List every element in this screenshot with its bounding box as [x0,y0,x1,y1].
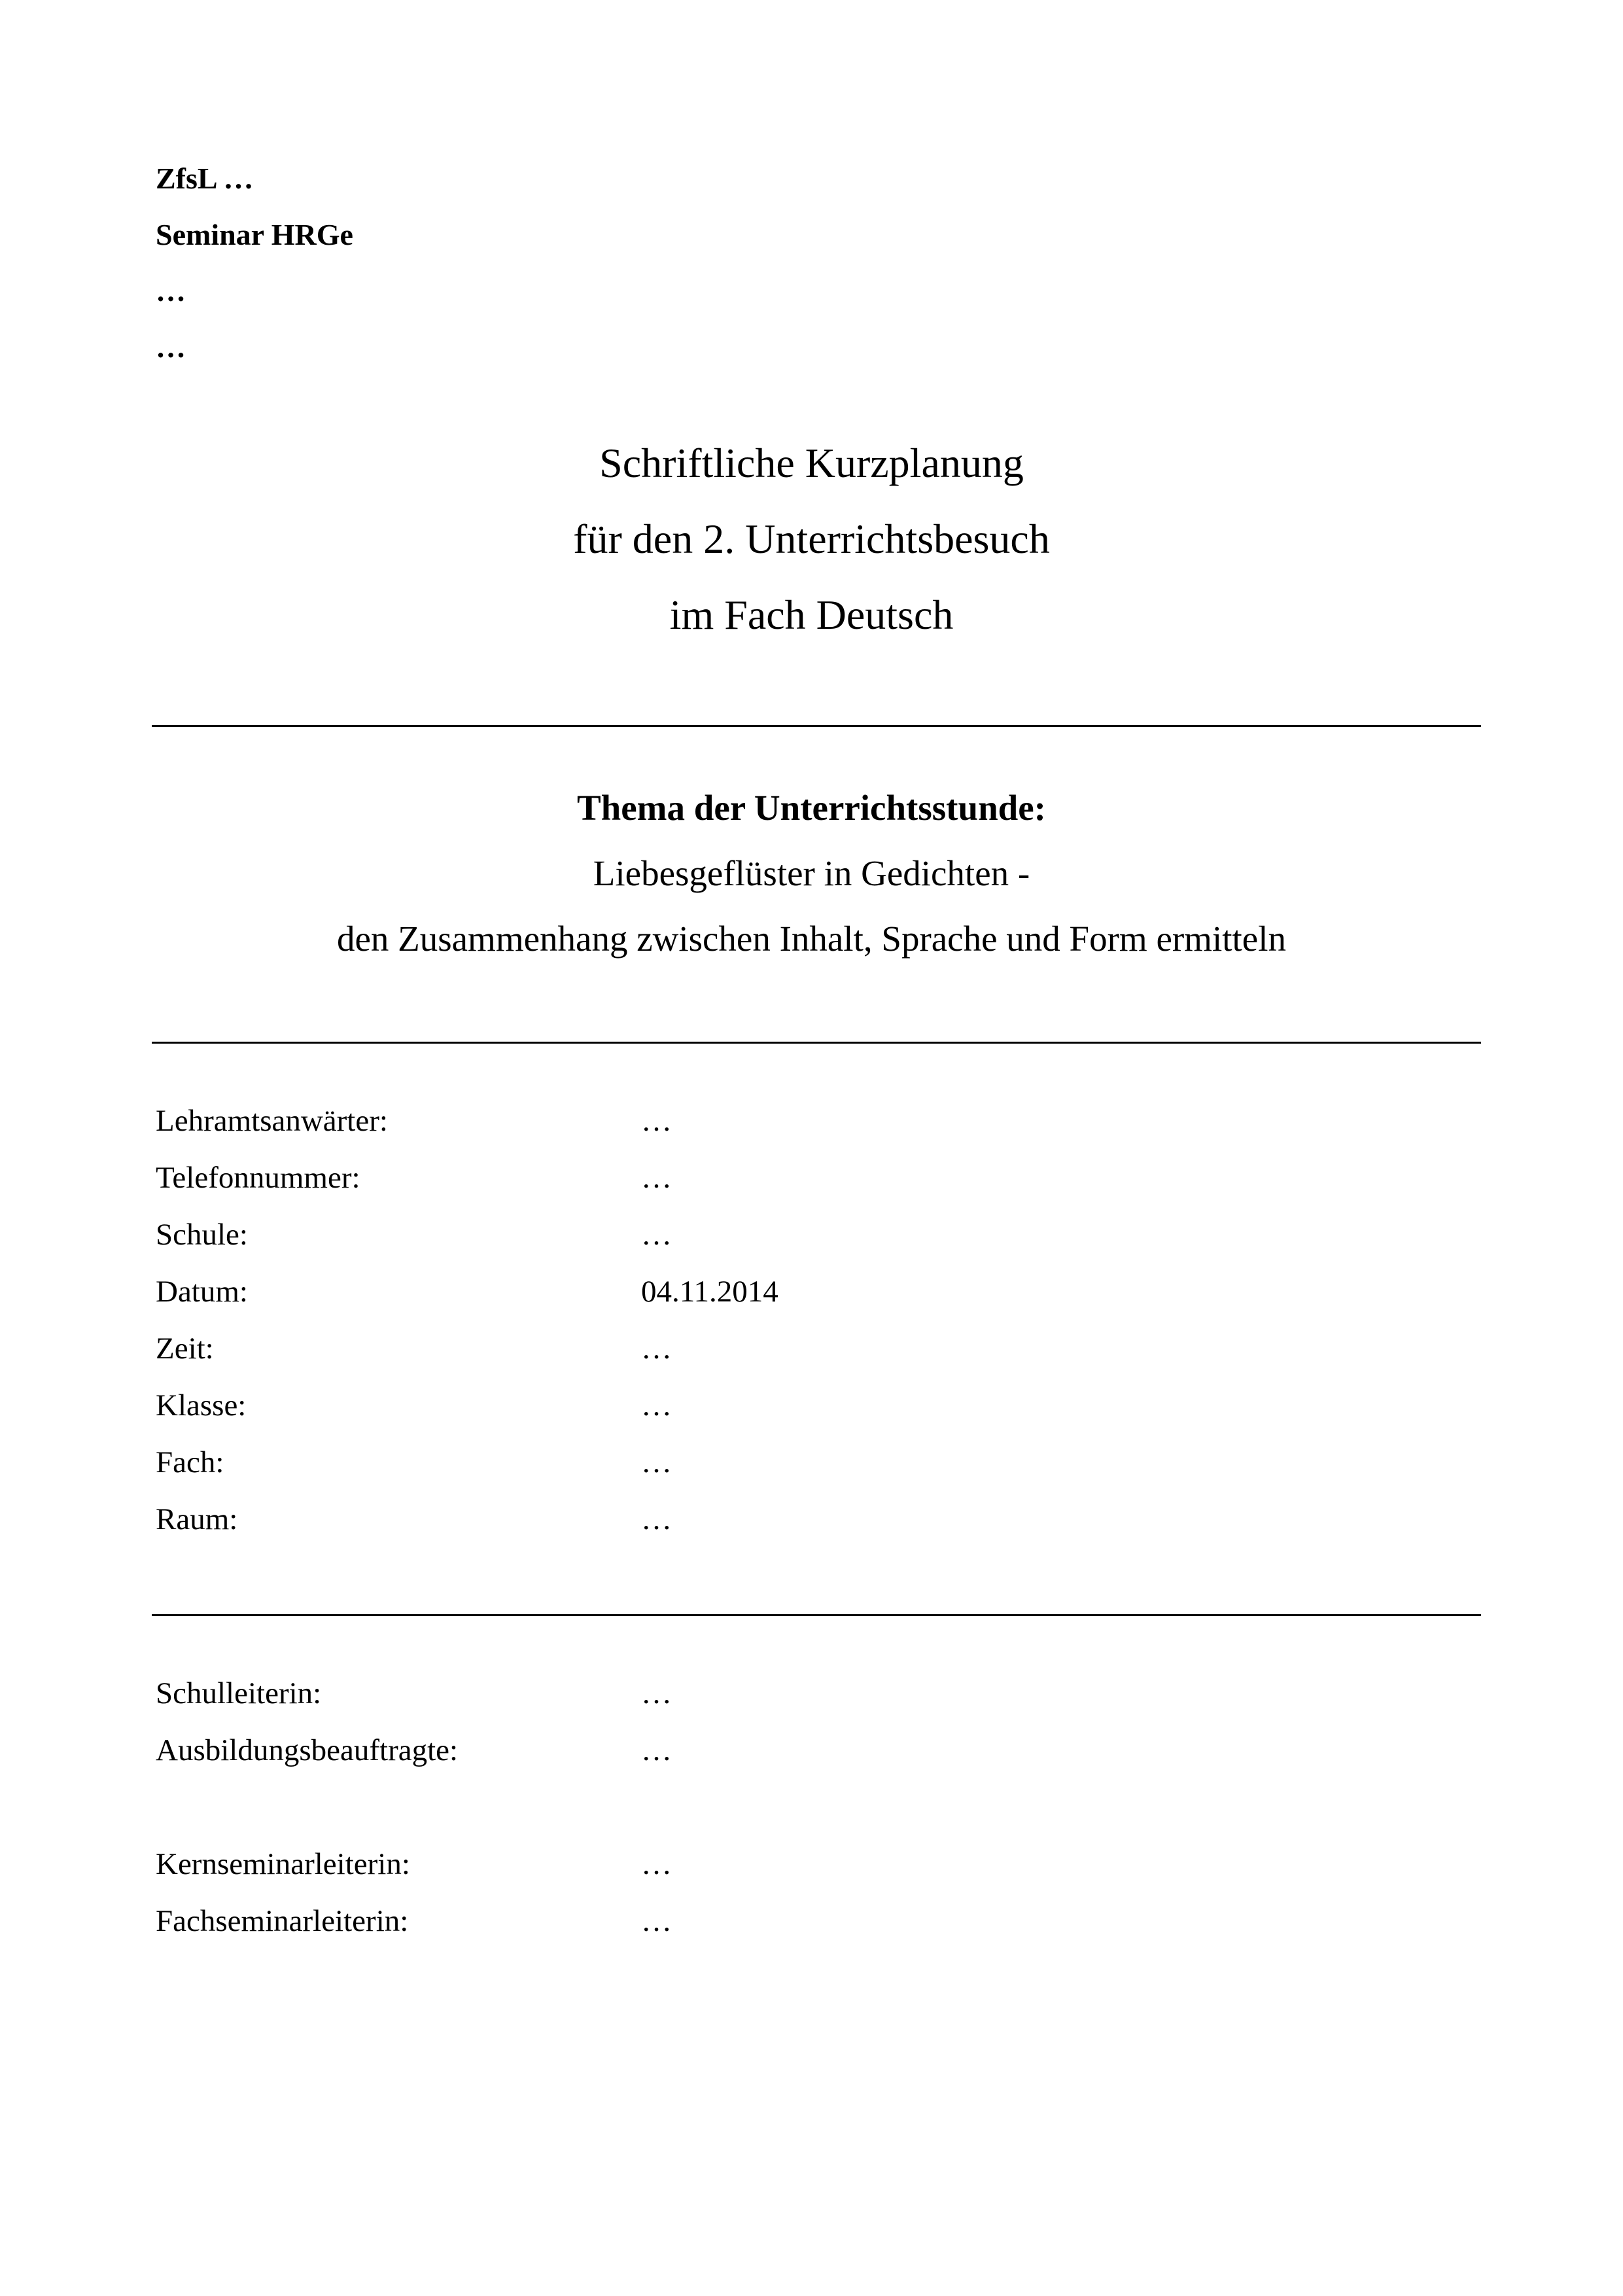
institution-name: ZfsL … [156,162,254,195]
supervisor-value: … [641,1733,672,1767]
leader-label: Kernseminarleiterin: [156,1847,410,1881]
leader-label: Fachseminarleiterin: [156,1904,409,1938]
title-line-2: für den 2. Unterrichtsbesuch [573,516,1050,562]
divider-2 [152,1042,1481,1044]
detail-value: … [641,1218,672,1252]
header-line-3: … [156,274,186,308]
topic-line-2: den Zusammenhang zwischen Inhalt, Sprache und Form ermitteln [336,919,1286,959]
leader-value: … [641,1847,672,1881]
detail-value: 04.11.2014 [641,1275,778,1309]
detail-label: Lehramtsanwärter: [156,1104,388,1138]
detail-label: Klasse: [156,1388,247,1422]
supervisor-value: … [641,1676,672,1710]
divider-1 [152,725,1481,727]
detail-value: … [641,1445,672,1479]
supervisor-label: Schulleiterin: [156,1676,322,1710]
detail-value: … [641,1104,672,1138]
detail-value: … [641,1161,672,1195]
title-line-3: im Fach Deutsch [669,592,954,638]
document-title [0,425,1623,653]
lesson-topic [0,775,1623,972]
detail-label: Datum: [156,1275,248,1309]
detail-label: Fach: [156,1445,224,1479]
topic-line-1: Liebesgeflüster in Gedichten - [593,853,1030,893]
topic-heading: Thema der Unterrichtsstunde: [577,788,1046,828]
detail-label: Telefonnummer: [156,1161,360,1195]
seminar-name: Seminar HRGe [156,218,353,251]
detail-label: Schule: [156,1218,248,1252]
detail-value: … [641,1332,672,1366]
leader-value: … [641,1904,672,1938]
detail-label: Zeit: [156,1332,214,1366]
institution-header [156,150,353,376]
detail-value: … [641,1502,672,1536]
header-line-4: … [156,330,186,364]
detail-value: … [641,1388,672,1422]
detail-label: Raum: [156,1502,238,1536]
supervisor-label: Ausbildungsbeauftragte: [156,1733,459,1767]
title-line-1: Schriftliche Kurzplanung [599,440,1024,486]
divider-3 [152,1614,1481,1616]
